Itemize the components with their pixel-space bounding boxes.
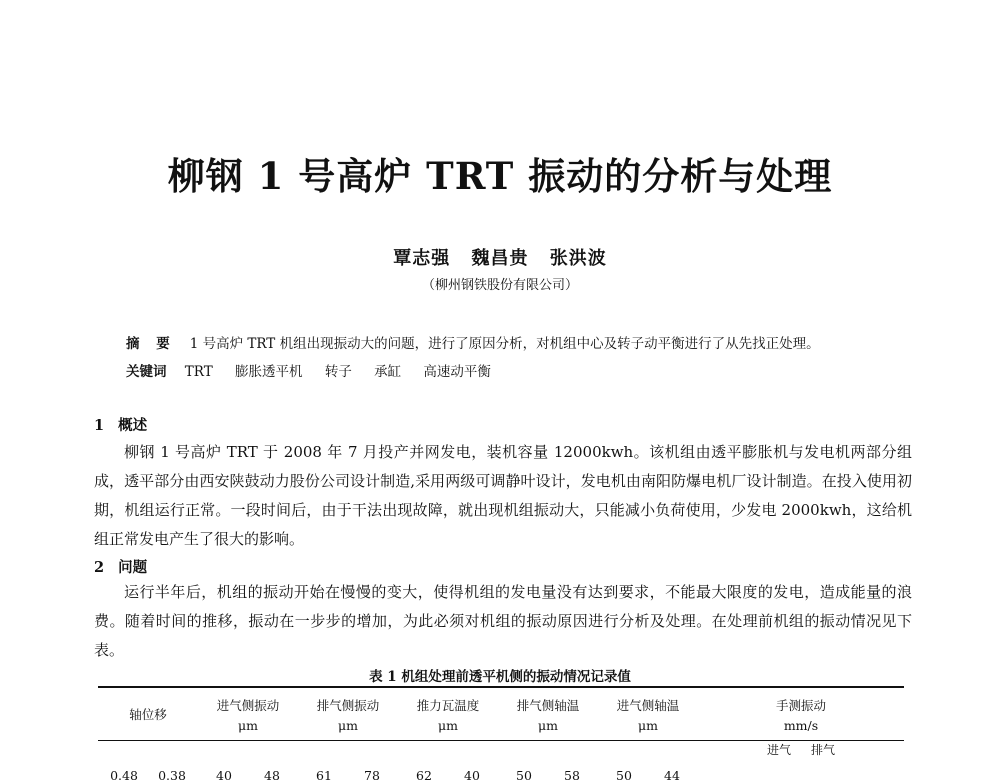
col-header: 排气侧轴温 μm xyxy=(498,687,598,741)
keyword-item: 膨胀透平机 xyxy=(235,364,303,380)
table-header-row xyxy=(98,687,904,741)
table-cell: 40 48 xyxy=(198,741,298,783)
manual-vibration-subheader xyxy=(698,741,904,783)
sub-outlet: 排气 xyxy=(801,743,845,757)
section-title: 问题 xyxy=(118,559,147,576)
table-caption: 表 1 机组处理前透平机侧的振动情况记录值 xyxy=(0,665,1000,685)
section-paragraph: 柳钢 1 号高炉 TRT 于 2008 年 7 月投产并网发电，装机容量 12000kwh。该机组由透平膨胀机与发电机两部分组成，透平部分由西安陕鼓动力股份公司设计制造,采用两级可调静叶设计，发电机由南阳防爆电机厂设计制造。在投入使用初期，机组运行正常。一段时间后，由于干法出现故障，就出现机组振动大，只能减小负荷使用，少发电 2000kwh，这给机组正常发电产生了很大的影响。 xyxy=(94,438,912,554)
keywords-label: 关键词 xyxy=(126,364,167,380)
sub-inlet: 进气 xyxy=(757,743,801,757)
col-header: 手测振动 mm/s xyxy=(698,687,904,741)
col-header: 排气侧振动 μm xyxy=(298,687,398,741)
section-number: 1 xyxy=(94,417,104,434)
table-cell: 61 78 xyxy=(298,741,398,783)
keyword-item: TRT xyxy=(185,364,213,380)
section-title: 概述 xyxy=(118,417,147,434)
section-heading-overview xyxy=(94,414,147,435)
col-header: 进气侧轴温 μm xyxy=(598,687,698,741)
table-cell: 50 58 xyxy=(498,741,598,783)
affiliation: （柳州钢铁股份有限公司） xyxy=(0,274,1000,293)
abstract-label: 摘 要 xyxy=(126,336,176,352)
col-header: 轴位移 xyxy=(98,687,198,741)
col-header: 进气侧振动 μm xyxy=(198,687,298,741)
table-cell: 50 44 xyxy=(598,741,698,783)
keyword-item: 转子 xyxy=(325,364,352,380)
keyword-item: 高速动平衡 xyxy=(423,364,491,380)
table-cell: 0.48 0.38 xyxy=(98,741,198,783)
table-cell: 62 40 xyxy=(398,741,498,783)
section-heading-problem xyxy=(94,556,147,577)
vibration-table xyxy=(98,686,904,783)
col-header: 推力瓦温度 μm xyxy=(398,687,498,741)
author-list: 覃志强 魏昌贵 张洪波 xyxy=(0,244,1000,270)
abstract-text: 1 号高炉 TRT 机组出现振动大的问题，进行了原因分析，对机组中心及转子动平衡进行了从先找正处理。 xyxy=(190,336,820,352)
table-row xyxy=(98,741,904,783)
section-paragraph: 运行半年后，机组的振动开始在慢慢的变大，使得机组的发电量没有达到要求，不能最大限度的发电，造成能量的浪费。随着时间的推移，振动在一步步的增加，为此必须对机组的振动原因进行分析及处理。在处理前机组的振动情况见下表。 xyxy=(94,578,912,665)
keywords xyxy=(126,360,916,380)
abstract xyxy=(126,332,916,352)
paper-title: 柳钢 1 号高炉 TRT 振动的分析与处理 xyxy=(0,146,1000,200)
keyword-item: 承缸 xyxy=(374,364,401,380)
section-number: 2 xyxy=(94,559,104,576)
